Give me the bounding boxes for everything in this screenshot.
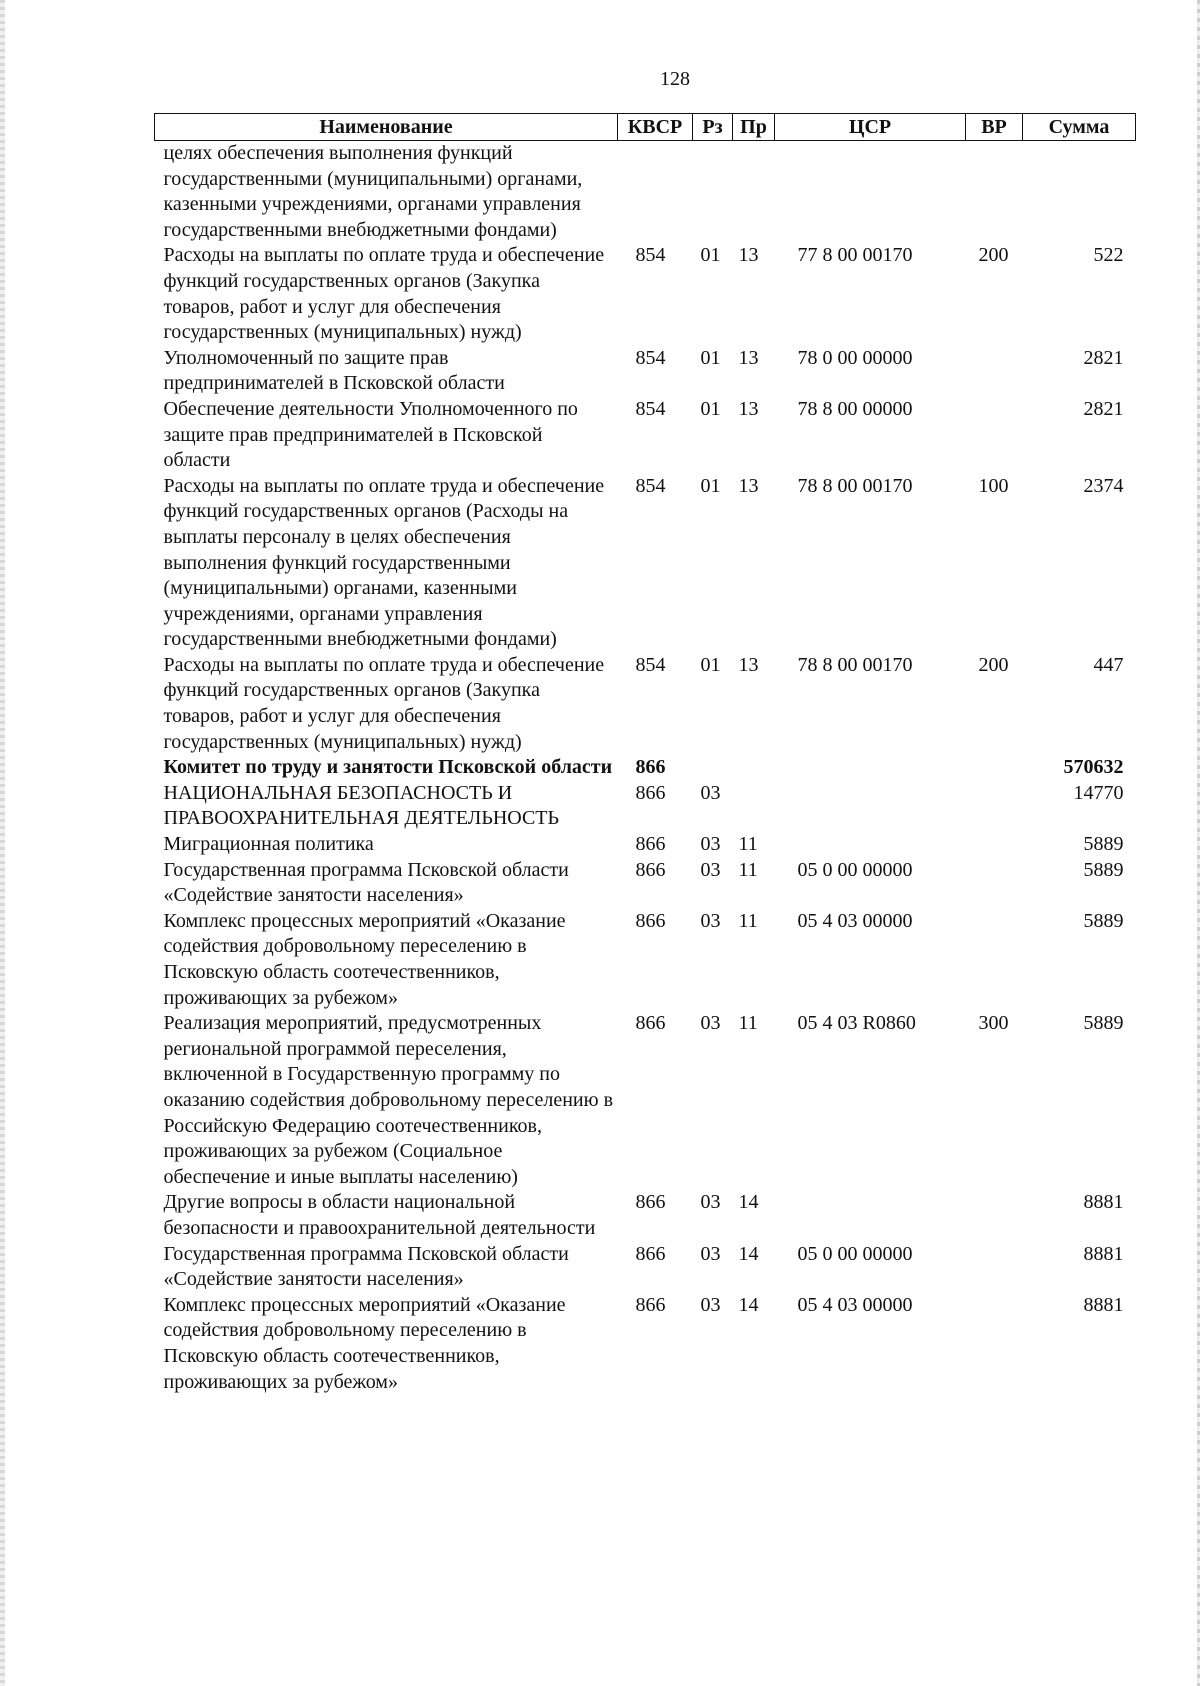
cell-vr	[966, 346, 1023, 397]
cell-pr: 13	[738, 244, 759, 267]
cell-kvsr: 866	[635, 858, 666, 881]
cell-pr: 11	[738, 858, 758, 881]
header-vr: ВР	[966, 114, 1023, 141]
cell-name: Комплекс процессных мероприятий «Оказание содействия добровольному переселению в Псковскую область соотечественников, проживающих за рубежом»	[163, 1293, 566, 1393]
cell-rz: 03	[700, 909, 721, 932]
cell-vr	[966, 781, 1023, 832]
cell-rz	[693, 141, 733, 244]
cell-kvsr: 866	[635, 1293, 666, 1316]
cell-kvsr: 866	[635, 1242, 666, 1265]
cell-vr	[966, 1190, 1023, 1241]
cell-sum: 5889	[1083, 858, 1124, 881]
cell-pr	[733, 141, 775, 244]
cell-name: НАЦИОНАЛЬНАЯ БЕЗОПАСНОСТЬ И ПРАВООХРАНИТЕЛЬНАЯ ДЕЯТЕЛЬНОСТЬ	[163, 781, 559, 830]
cell-name: Государственная программа Псковской области «Содействие занятости населения»	[163, 1242, 569, 1291]
cell-name: Государственная программа Псковской области «Содействие занятости населения»	[163, 858, 569, 907]
cell-vr	[966, 832, 1023, 858]
cell-name: Миграционная политика	[163, 833, 374, 856]
cell-pr: 13	[738, 346, 759, 369]
table-row	[155, 653, 1136, 755]
cell-rz: 03	[700, 858, 721, 881]
cell-rz: 01	[700, 244, 721, 267]
cell-rz: 01	[700, 474, 721, 497]
cell-name: Реализация мероприятий, предусмотренных региональной программой переселения, включенной в Государственную программу по оказанию содействия добровольному переселению в Российскую Федерацию соотечественников, проживающих за рубежом (Социальное обеспечение и иные выплаты населению)	[163, 1012, 614, 1188]
cell-kvsr	[618, 141, 693, 244]
cell-name: Другие вопросы в области национальной безопасности и правоохранительной деятельности	[163, 1191, 596, 1239]
cell-csr: 78 8 00 00170	[797, 653, 913, 676]
cell-kvsr: 866	[635, 1012, 666, 1035]
cell-csr: 78 8 00 00000	[797, 397, 913, 420]
cell-pr: 11	[738, 1012, 758, 1035]
cell-csr	[775, 1190, 966, 1241]
table-row	[155, 781, 1136, 832]
cell-sum: 5889	[1083, 833, 1124, 856]
cell-rz: 03	[700, 1242, 721, 1265]
header-rz: Рз	[693, 114, 733, 141]
cell-sum: 8881	[1083, 1293, 1124, 1316]
cell-sum: 8881	[1083, 1242, 1124, 1265]
cell-vr: 300	[978, 1012, 1009, 1035]
cell-csr: 05 0 00 00000	[797, 1242, 913, 1265]
table-row	[155, 397, 1136, 474]
cell-vr	[966, 1293, 1023, 1395]
cell-sum: 8881	[1083, 1191, 1124, 1214]
cell-rz: 03	[700, 781, 721, 804]
cell-kvsr: 866	[635, 909, 666, 932]
cell-vr	[966, 397, 1023, 474]
cell-sum: 5889	[1083, 1012, 1124, 1035]
cell-name: Уполномоченный по защите прав предпринимателей в Псковской области	[163, 346, 505, 395]
cell-pr: 11	[738, 833, 758, 856]
cell-vr: 100	[978, 474, 1009, 497]
cell-sum: 2821	[1083, 346, 1124, 369]
cell-pr	[733, 781, 775, 832]
cell-sum: 2374	[1083, 474, 1124, 497]
page-number: 128	[660, 68, 690, 90]
cell-csr	[775, 755, 966, 781]
cell-rz: 03	[700, 1293, 721, 1316]
cell-csr: 77 8 00 00170	[797, 244, 913, 267]
scan-edge-left	[0, 0, 5, 1686]
cell-pr: 13	[738, 474, 759, 497]
cell-vr	[966, 755, 1023, 781]
cell-kvsr: 854	[635, 653, 666, 676]
cell-pr: 14	[738, 1293, 759, 1316]
cell-kvsr: 866	[635, 1191, 666, 1214]
header-name: Наименование	[155, 114, 618, 141]
cell-rz: 01	[700, 653, 721, 676]
cell-csr: 05 4 03 00000	[797, 1293, 913, 1316]
cell-vr	[966, 141, 1023, 244]
table-row	[155, 832, 1136, 858]
cell-vr	[966, 909, 1023, 1011]
table-row	[155, 1242, 1136, 1293]
table-row	[155, 858, 1136, 909]
table-row	[155, 1190, 1136, 1241]
cell-name: Комплекс процессных мероприятий «Оказание содействия добровольному переселению в Псковскую область соотечественников, проживающих за рубежом»	[163, 909, 566, 1009]
cell-csr: 05 4 03 R0860	[797, 1012, 916, 1035]
table-row	[155, 1293, 1136, 1395]
cell-pr	[733, 755, 775, 781]
header-pr: Пр	[733, 114, 775, 141]
cell-csr	[775, 781, 966, 832]
budget-table	[154, 113, 1136, 1395]
cell-sum	[1023, 141, 1136, 244]
cell-sum: 570632	[1063, 756, 1124, 779]
cell-pr: 14	[738, 1191, 759, 1214]
cell-csr: 05 4 03 00000	[797, 909, 913, 932]
header-sum: Сумма	[1023, 114, 1136, 141]
cell-rz: 03	[700, 1191, 721, 1214]
cell-sum: 14770	[1073, 781, 1124, 804]
table-row	[155, 243, 1136, 345]
cell-pr: 13	[738, 653, 759, 676]
cell-pr: 14	[738, 1242, 759, 1265]
cell-rz: 03	[700, 833, 721, 856]
table-row	[155, 909, 1136, 1011]
cell-csr: 78 8 00 00170	[797, 474, 913, 497]
cell-csr	[775, 141, 966, 244]
table-row	[155, 346, 1136, 397]
cell-kvsr: 866	[635, 756, 666, 779]
cell-name: Расходы на выплаты по оплате труда и обеспечение функций государственных органов (Расходы на выплаты персоналу в целях обеспечения выполнения функций государственными (муниципальными) органами, казенными учреждениями, органами управления государственными внебюджетными фондами)	[163, 474, 605, 651]
cell-rz: 01	[700, 397, 721, 420]
cell-kvsr: 854	[635, 474, 666, 497]
cell-rz: 03	[700, 1012, 721, 1035]
cell-csr: 05 0 00 00000	[797, 858, 913, 881]
header-csr: ЦСР	[775, 114, 966, 141]
cell-rz: 01	[700, 346, 721, 369]
cell-name: Расходы на выплаты по оплате труда и обеспечение функций государственных органов (Закупка товаров, работ и услуг для обеспечения государственных (муниципальных) нужд)	[163, 653, 605, 753]
cell-kvsr: 854	[635, 397, 666, 420]
cell-kvsr: 854	[635, 244, 666, 267]
cell-csr: 78 0 00 00000	[797, 346, 913, 369]
cell-sum: 2821	[1083, 397, 1124, 420]
cell-pr: 11	[738, 909, 758, 932]
cell-vr: 200	[978, 244, 1009, 267]
cell-kvsr: 854	[635, 346, 666, 369]
cell-vr	[966, 1242, 1023, 1293]
table-header-row	[155, 114, 1136, 141]
cell-rz	[693, 755, 733, 781]
cell-kvsr: 866	[635, 833, 666, 856]
cell-name: Обеспечение деятельности Уполномоченного по защите прав предпринимателей в Псковской области	[163, 397, 578, 472]
table-row	[155, 474, 1136, 653]
cell-name: Комитет по труду и занятости Псковской области	[163, 756, 613, 779]
cell-name: Расходы на выплаты по оплате труда и обеспечение функций государственных органов (Закупка товаров, работ и услуг для обеспечения государственных (муниципальных) нужд)	[163, 244, 605, 344]
cell-pr: 13	[738, 397, 759, 420]
header-kvsr: КВСР	[618, 114, 693, 141]
cell-csr	[775, 832, 966, 858]
cell-sum: 5889	[1083, 909, 1124, 932]
table-row	[155, 1011, 1136, 1190]
cell-sum: 522	[1093, 244, 1124, 267]
cell-vr: 200	[978, 653, 1009, 676]
cell-sum: 447	[1093, 653, 1124, 676]
table-row	[155, 141, 1136, 244]
cell-vr	[966, 858, 1023, 909]
table-row	[155, 755, 1136, 781]
cell-kvsr: 866	[635, 781, 666, 804]
cell-name: целях обеспечения выполнения функций государственными (муниципальными) органами, казенными учреждениями, органами управления государственными внебюджетными фондами)	[163, 142, 583, 241]
